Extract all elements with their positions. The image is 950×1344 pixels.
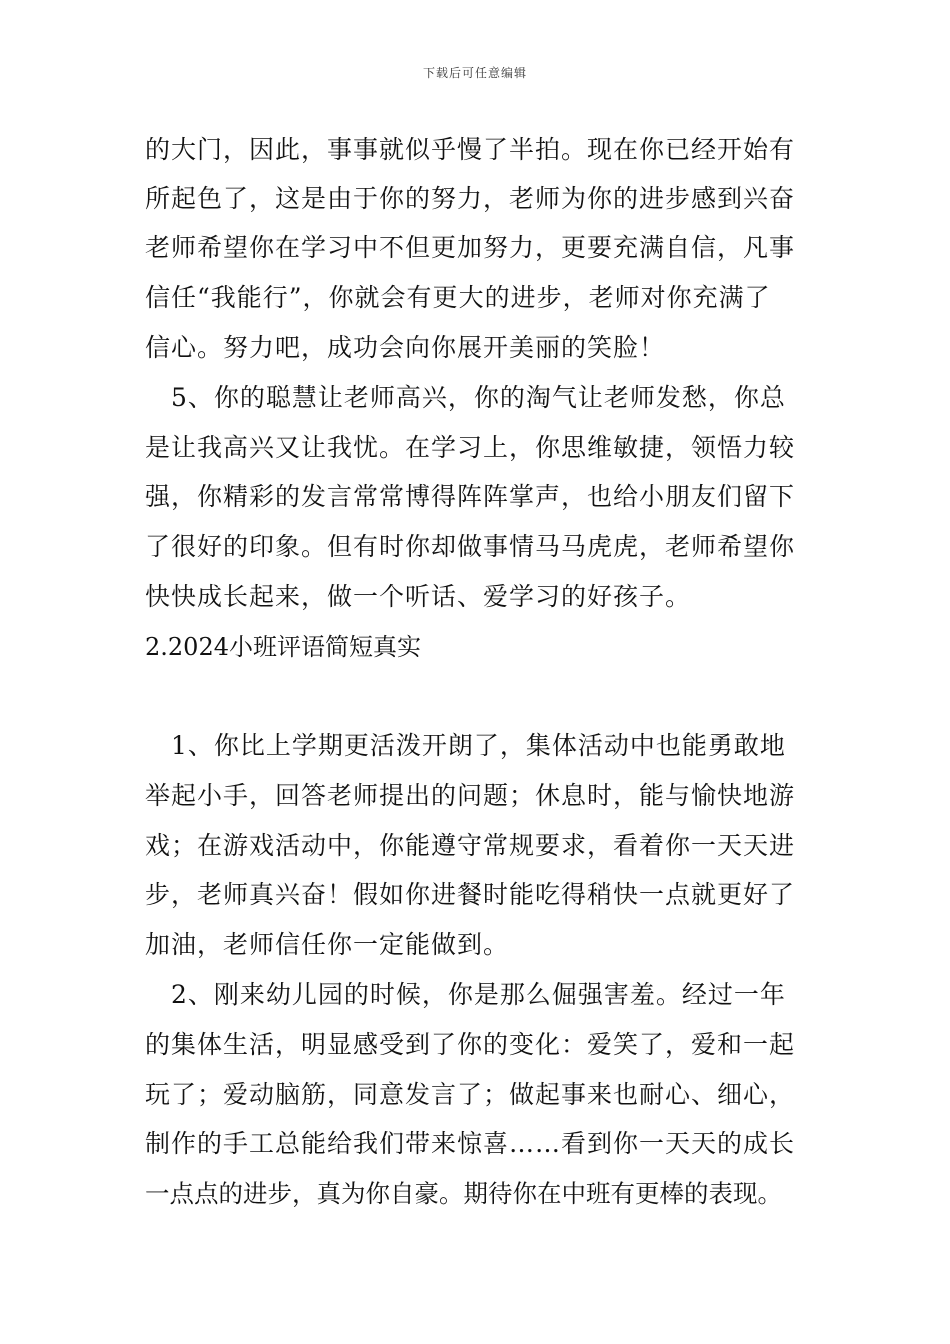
paragraph-line: 强，你精彩的发言常常博得阵阵掌声，也给小朋友们留下 [145,482,796,511]
paragraph-line: 一点点的进步，真为你自豪。期待你在中班有更棒的表现。 [145,1179,782,1208]
section-heading: 2.2024小班评语简短真实 [145,633,421,661]
paragraph-line: 快快成长起来，做一个听话、爱学习的好孩子。 [145,582,692,611]
paragraph-line: 戏；在游戏活动中，你能遵守常规要求，看着你一天天进 [145,831,796,860]
paragraph-line: 制作的手工总能给我们带来惊喜……看到你一天天的成长 [145,1129,796,1158]
paragraph-line: 信任“我能行”，你就会有更大的进步，老师对你充满了 [145,283,771,312]
paragraph-line: 步，老师真兴奋！假如你进餐时能吃得稍快一点就更好了 [145,880,796,909]
paragraph-line: 5、你的聪慧让老师高兴，你的淘气让老师发愁，你总 [145,383,786,412]
paragraph-line: 的集体生活，明显感受到了你的变化：爱笑了，爱和一起 [145,1030,796,1059]
paragraph-line: 玩了；爱动脑筋，同意发言了；做起事来也耐心、细心， [145,1080,796,1109]
paragraph-line: 老师希望你在学习中不但更加努力，更要充满自信，凡事 [145,233,796,262]
paragraph-line: 1、你比上学期更活泼开朗了，集体活动中也能勇敢地 [145,731,786,760]
paragraph-line: 举起小手，回答老师提出的问题；休息时，能与愉快地游 [145,781,796,810]
paragraph-line: 的大门，因此，事事就似乎慢了半拍。现在你已经开始有 [145,135,796,164]
paragraph-line: 所起色了，这是由于你的努力，老师为你的进步感到兴奋 [145,184,796,213]
page-header: 下载后可任意编辑 [422,66,527,80]
paragraph-line: 了很好的印象。但有时你却做事情马马虎虎，老师希望你 [145,532,796,561]
paragraph-line: 信心。努力吧，成功会向你展开美丽的笑脸！ [145,333,666,362]
paragraph-line: 是让我高兴又让我忧。在学习上，你思维敏捷，领悟力较 [145,433,796,462]
paragraph-line: 加油，老师信任你一定能做到。 [145,930,510,959]
paragraph-line: 2、刚来幼儿园的时候，你是那么倔强害羞。经过一年 [145,980,786,1009]
